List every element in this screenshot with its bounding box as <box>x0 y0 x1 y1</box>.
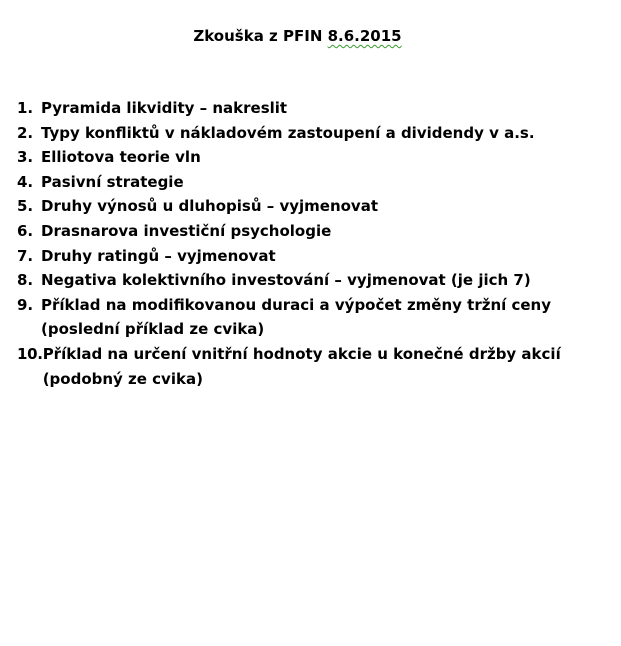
list-item <box>17 219 607 244</box>
item-number: 3. <box>17 148 34 167</box>
question-list <box>17 96 607 391</box>
item-number: 5. <box>17 197 34 216</box>
list-item <box>17 293 607 342</box>
item-number: 2. <box>17 123 34 142</box>
list-item <box>17 96 607 121</box>
list-item <box>17 145 607 170</box>
list-item <box>17 244 607 269</box>
title-date: 8.6.2015 <box>327 27 402 45</box>
item-text: Příklad na modifikovanou duraci a výpočet změny tržní ceny (poslední příklad ze cvika) <box>41 295 552 339</box>
item-number: 6. <box>17 221 34 240</box>
item-text: Druhy výnosů u dluhopisů – vyjmenovat <box>41 197 379 216</box>
item-number: 4. <box>17 172 34 191</box>
item-text: Negativa kolektivního investování – vyjmenovat (je jich 7) <box>41 271 531 290</box>
item-text: Drasnarova investiční psychologie <box>41 221 332 240</box>
item-text: Příklad na určení vnitřní hodnoty akcie u konečné držby akcií (podobný ze cvika) <box>42 344 561 388</box>
page-title <box>0 27 595 45</box>
list-item <box>17 194 607 219</box>
item-text: Typy konfliktů v nákladovém zastoupení a dividendy v a.s. <box>41 123 535 142</box>
item-number: 9. <box>17 295 34 314</box>
item-text: Pasivní strategie <box>41 172 184 191</box>
item-text: Elliotova teorie vln <box>41 148 201 167</box>
title-prefix: Zkouška z PFIN <box>193 27 328 45</box>
list-item <box>17 121 607 146</box>
list-item <box>17 342 607 391</box>
list-item <box>17 268 607 293</box>
item-number: 10. <box>17 344 43 363</box>
item-number: 7. <box>17 246 34 265</box>
item-number: 1. <box>17 99 34 117</box>
item-text: Pyramida likvidity – nakreslit <box>41 99 288 117</box>
list-item <box>17 170 607 195</box>
item-text: Druhy ratingů – vyjmenovat <box>41 246 276 265</box>
item-number: 8. <box>17 271 34 290</box>
